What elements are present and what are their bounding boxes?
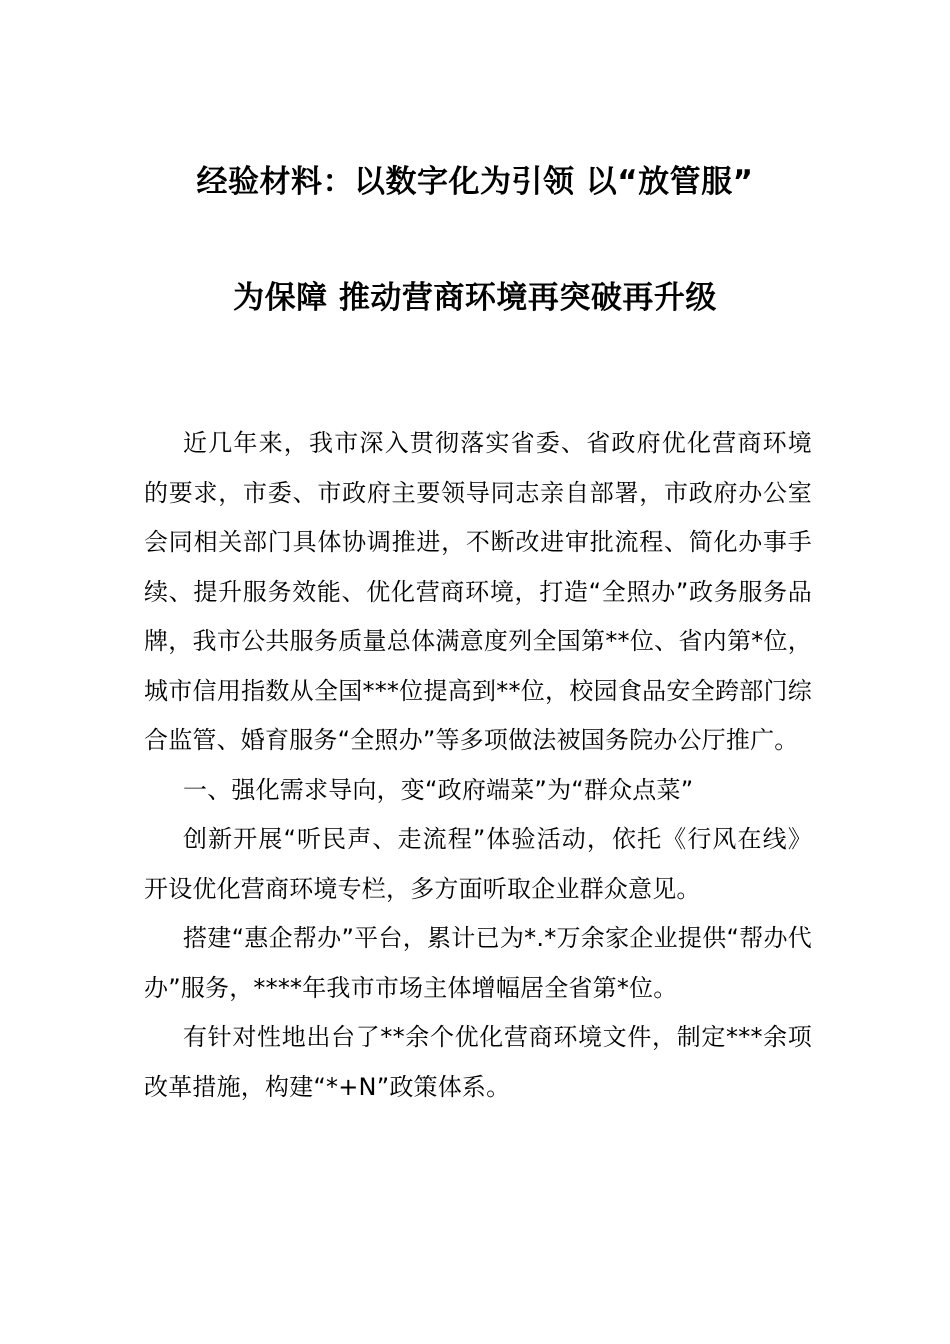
paragraph-intro: 近几年来，我市深入贯彻落实省委、省政府优化营商环境的要求，市委、市政府主要领导同志亲自部署，市政府办公室会同相关部门具体协调推进，不断改进审批流程、简化办事手续、提升服务效能、优化营商环境，打造“全照办”政务服务品牌，我市公共服务质量总体满意度列全国第**位、省内第*位，城市信用指数从全国***位提高到**位，校园食品安全跨部门综合监管、婚育服务“全照办”等多项做法被国务院办公厅推广。	[144, 429, 812, 754]
document-title-line-1: 经验材料：以数字化为引领 以“放管服”	[196, 164, 754, 200]
document-body	[144, 419, 812, 1112]
paragraph-help-platform: 搭建“惠企帮办”平台，累计已为*.*万余家企业提供“帮办代办”服务，****年我市市场主体增幅居全省第*位。	[144, 924, 812, 1002]
paragraph-policy-system: 有针对性地出台了**余个优化营商环境文件，制定***余项改革措施，构建“*+N”政策体系。	[144, 1023, 812, 1101]
paragraph-experience-activity: 创新开展“听民声、走流程”体验活动，依托《行风在线》开设优化营商环境专栏，多方面听取企业群众意见。	[144, 825, 812, 903]
document-title-line-2: 为保障 推动营商环境再突破再升级	[233, 280, 717, 316]
section-heading-1: 一、强化需求导向，变“政府端菜”为“群众点菜”	[183, 775, 694, 804]
